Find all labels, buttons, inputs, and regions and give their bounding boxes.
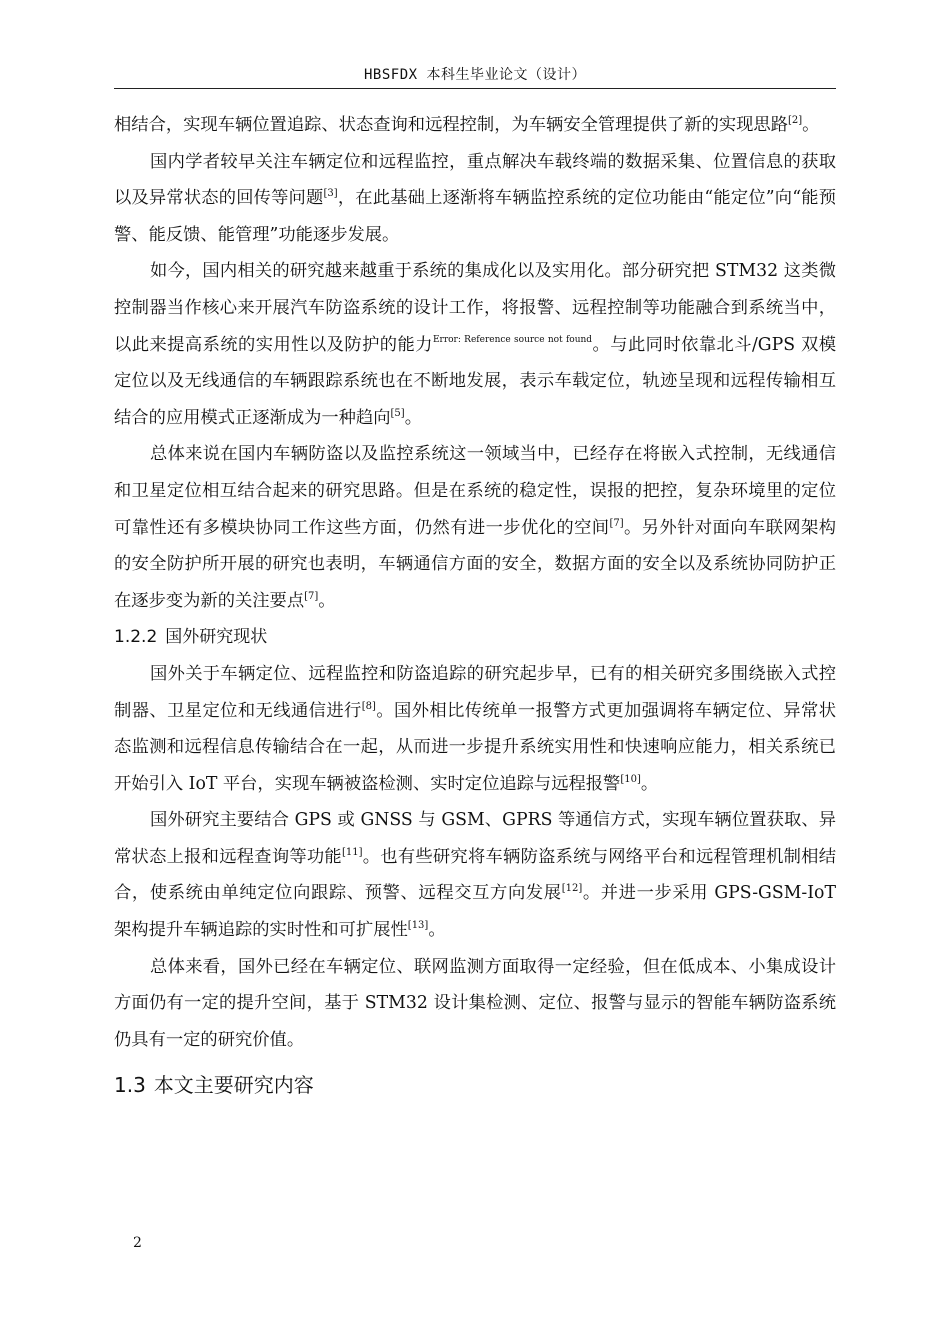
section-number: 1.3 bbox=[114, 1073, 146, 1098]
paragraph-text: 。 bbox=[404, 407, 422, 428]
paragraph-text: 总体来看，国外已经在车辆定位、联网监测方面取得一定经验，但在低成本、小集成设计方面仍有一定的提升空间，基于 STM32 设计集检测、定位、报警与显示的智能车辆防盗系统仍具有一定的研究价值。 bbox=[114, 956, 836, 1050]
paragraph-text: ，在此基础上逐渐将车辆监控系统的定位功能由“能定位”向“能预警、能反馈、能管理”功能逐步发展。 bbox=[114, 188, 836, 245]
citation: [11] bbox=[341, 846, 363, 858]
paragraph-text: 。 bbox=[802, 115, 820, 135]
paragraph-text: 国内学者较早关注车辆定位和远程监控，重点解决车载终端的数据采集、位置信息的获取以及异常状态的回传等问题 bbox=[114, 151, 836, 209]
citation: [2] bbox=[787, 115, 803, 126]
paragraph-text: 国外研究主要结合 GPS 或 GNSS 与 GSM、GPRS 等通信方式，实现车辆位置获取、异常状态上报和远程查询等功能 bbox=[114, 810, 836, 867]
paragraph-text: 。并进一步采用 GPS-GSM-IoT 架构提升车辆追踪的实时性和可扩展性 bbox=[114, 883, 836, 941]
citation: [3] bbox=[323, 188, 338, 200]
paragraph-text: 。 bbox=[318, 590, 336, 611]
paragraph-text: 相结合，实现车辆位置追踪、状态查询和远程控制，为车辆安全管理提供了新的实现思路 bbox=[114, 115, 788, 135]
reference-error: Error: Reference source not found bbox=[432, 334, 593, 345]
paragraph-domestic-current bbox=[114, 253, 836, 436]
paragraph-text: 总体来说在国内车辆防盗以及监控系统这一领域当中，已经存在将嵌入式控制，无线通信和卫星定位相互结合起来的研究思路。但是在系统的稳定性，误报的把控，复杂环境里的定位可靠性还有多模块协同工作这些方面，仍然有进一步优化的空间 bbox=[114, 444, 836, 538]
paragraph-text: 。 bbox=[640, 773, 659, 794]
paragraph-text: 。 bbox=[428, 920, 446, 941]
paragraph-domestic-summary bbox=[114, 436, 836, 619]
page-number: 2 bbox=[133, 1235, 142, 1251]
section-title: 本文主要研究内容 bbox=[153, 1073, 314, 1098]
paragraph-domestic-early bbox=[114, 144, 836, 254]
paragraph-foreign-overview bbox=[114, 656, 836, 802]
document-body bbox=[114, 107, 836, 1104]
paragraph-text: 国外关于车辆定位、远程监控和防盗追踪的研究起步早，已有的相关研究多围绕嵌入式控制器、卫星定位和无线通信进行 bbox=[114, 663, 836, 721]
citation: [5] bbox=[390, 407, 405, 419]
paragraph-foreign-summary bbox=[114, 949, 836, 1059]
citation: [12] bbox=[561, 883, 583, 895]
paragraph-text: 。另外针对面向车联网架构的安全防护所开展的研究也表明，车辆通信方面的安全，数据方面的安全以及系统协同防护正在逐步变为新的关注要点 bbox=[114, 517, 836, 611]
citation: [10] bbox=[620, 773, 641, 785]
citation: [7] bbox=[304, 590, 319, 602]
section-number: 1.2.2 bbox=[114, 627, 158, 648]
citation: [13] bbox=[407, 920, 429, 932]
paragraph-text: 如今，国内相关的研究越来越重于系统的集成化以及实用化。部分研究把 STM32 这类微控制器当作核心来开展汽车防盗系统的设计工作，将报警、远程控制等功能融合到系统当中，以此来提高系统的实用性以及防护的能力 bbox=[114, 261, 836, 355]
paragraph-text: 。也有些研究将车辆防盗系统与网络平台和远程管理机制相结合，使系统由单纯定位向跟踪、预警、远程交互方向发展 bbox=[114, 846, 836, 904]
section-heading-1-3 bbox=[114, 1066, 836, 1104]
citation: [7] bbox=[609, 517, 624, 529]
section-title: 国外研究现状 bbox=[165, 627, 268, 648]
paragraph-text: 。国外相比传统单一报警方式更加强调将车辆定位、异常状态监测和远程信息传输结合在一起，从而进一步提升系统实用性和快速响应能力，相关系统已开始引入 IoT 平台，实现车辆被盗检测、实时定位追踪与远程报警 bbox=[114, 700, 836, 794]
section-heading-1-2-2 bbox=[114, 619, 836, 656]
paragraph-continuation bbox=[114, 107, 836, 144]
citation: [8] bbox=[361, 700, 376, 712]
paragraph-foreign-methods bbox=[114, 802, 836, 948]
header-rule bbox=[114, 88, 836, 89]
paragraph-text: 。与此同时依靠北斗/GPS 双模定位以及无线通信的车辆跟踪系统也在不断地发展，表示车载定位，轨迹呈现和远程传输相互结合的应用模式正逐渐成为一种趋向 bbox=[114, 334, 836, 428]
running-header: HBSFDX 本科生毕业论文（设计） bbox=[363, 67, 586, 83]
